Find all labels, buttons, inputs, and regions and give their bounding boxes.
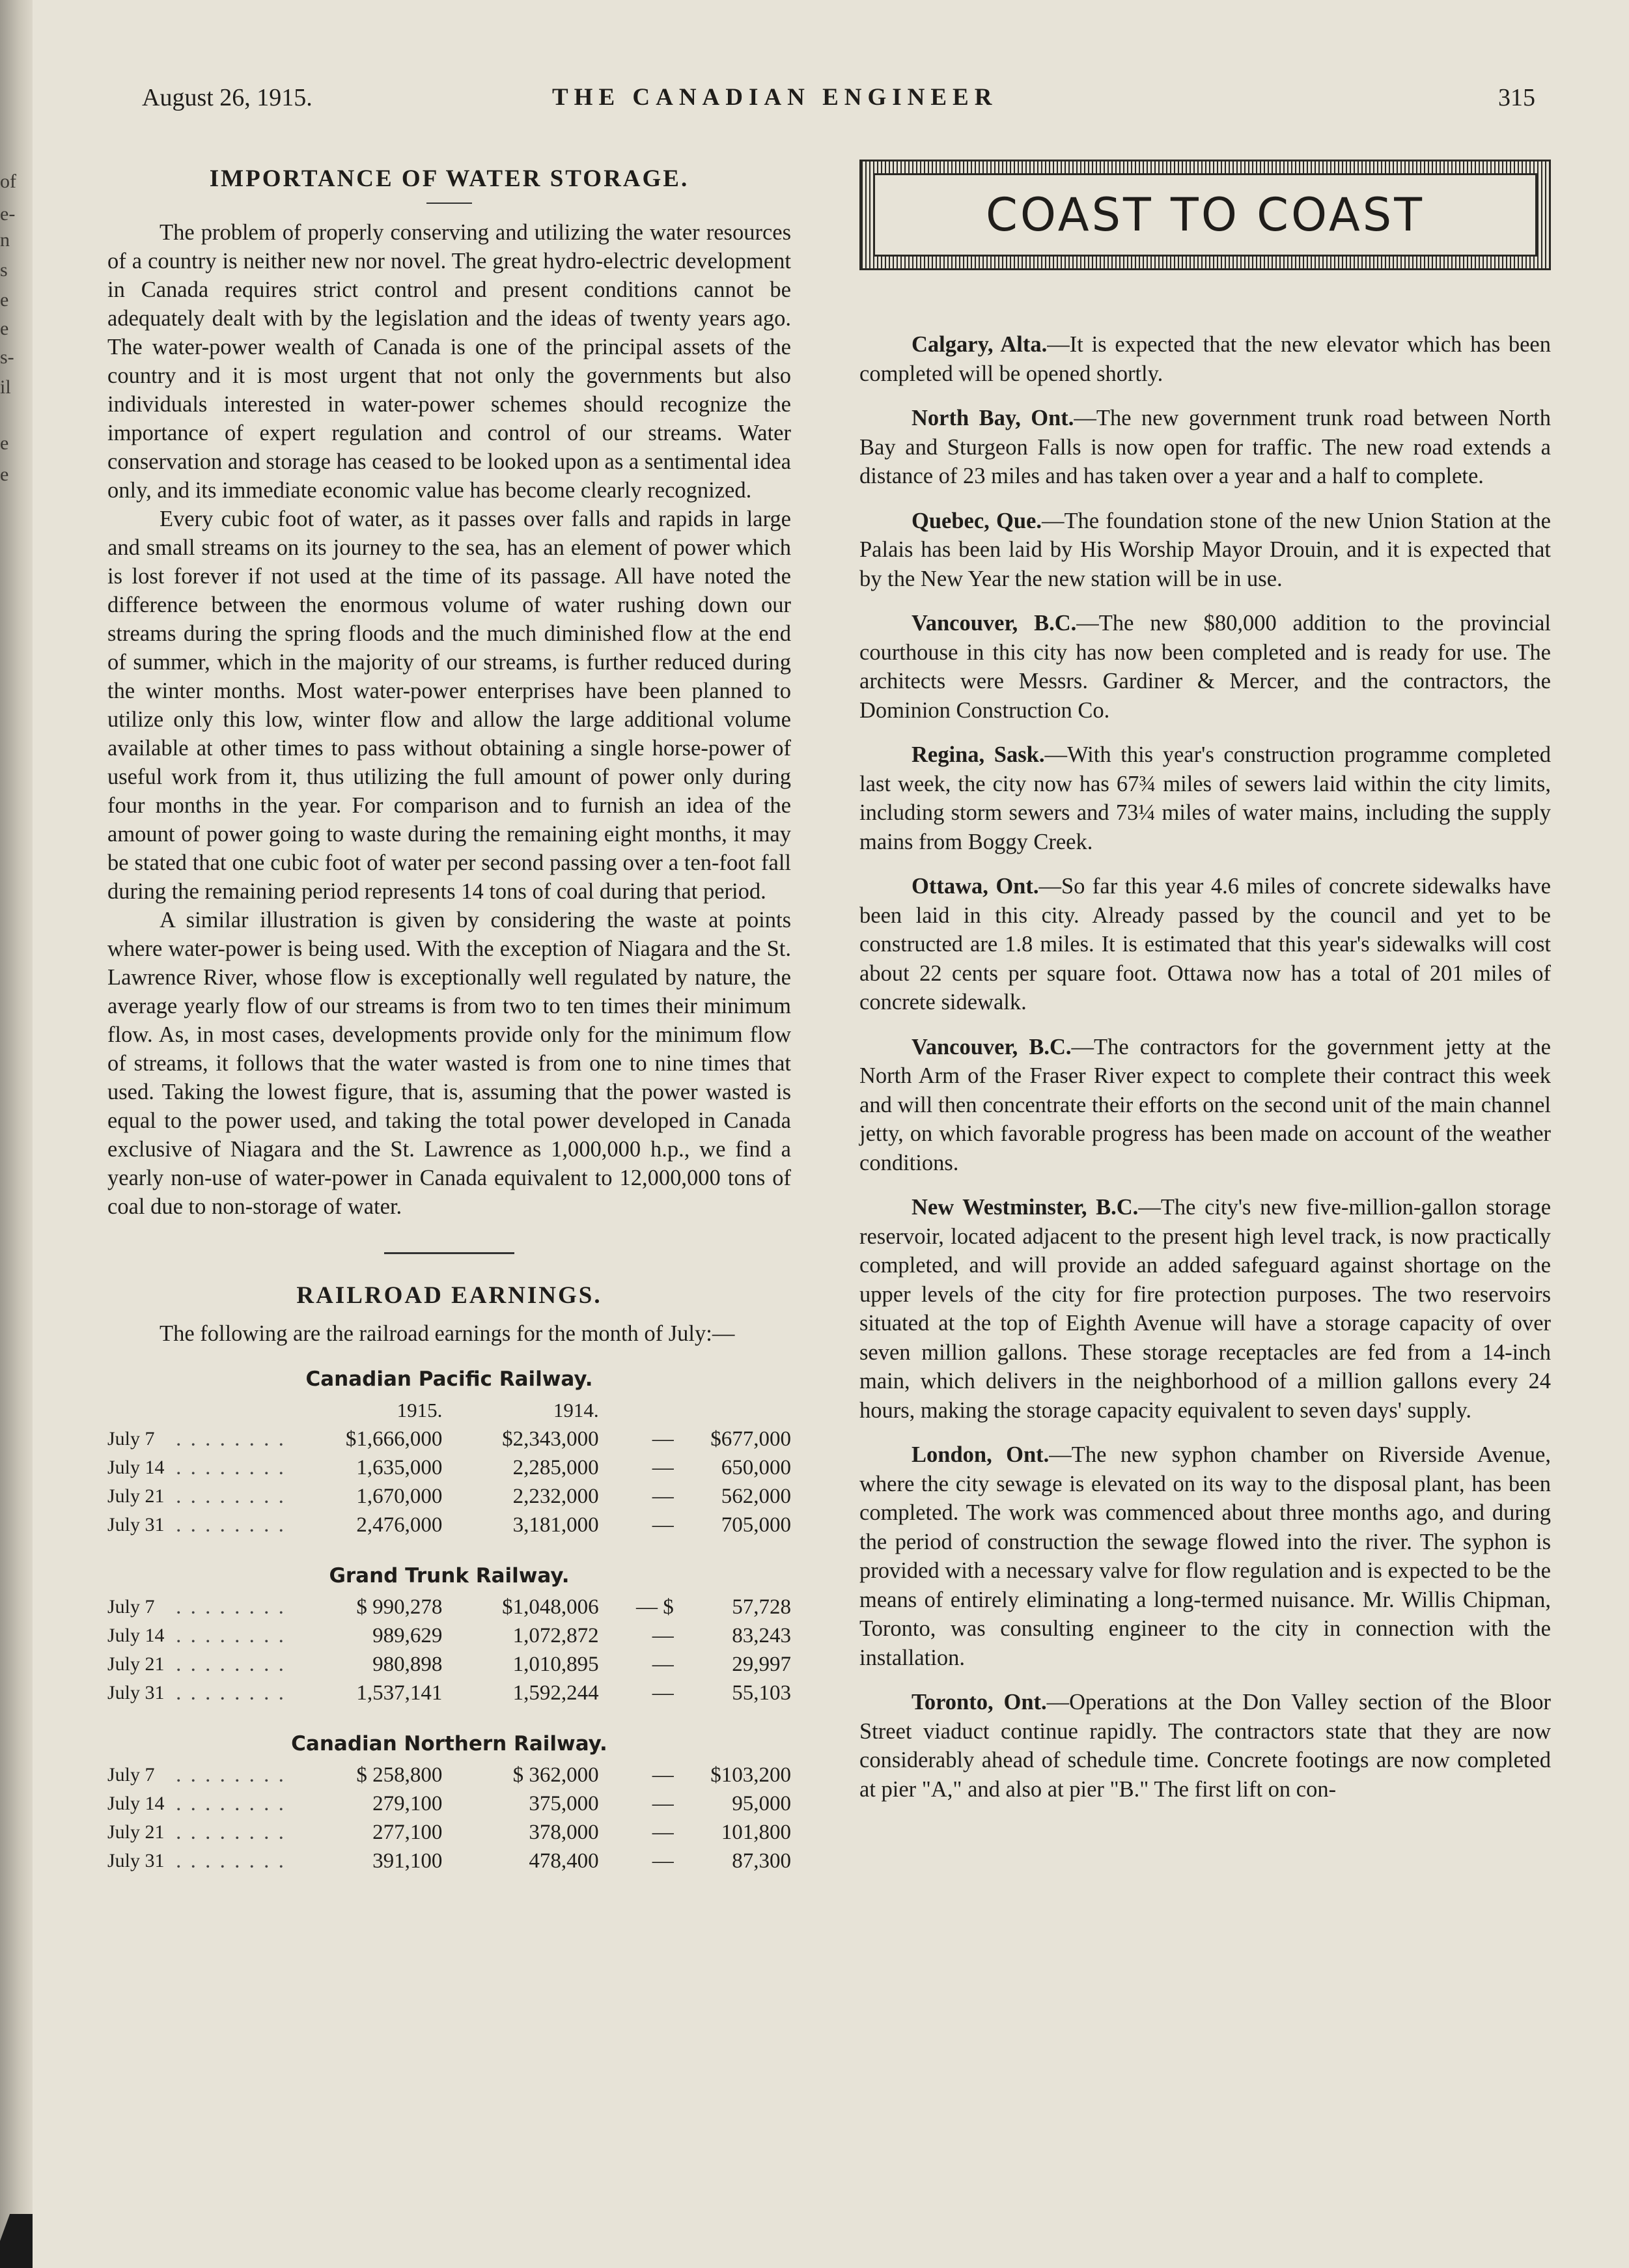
decrease-sign: —: [652, 1513, 674, 1537]
place-name: Toronto, Ont.: [912, 1690, 1047, 1715]
earnings-difference: 562,000: [721, 1485, 791, 1508]
leader-dots: . . . . . . . .: [176, 1681, 286, 1705]
earnings-1915: 1,635,000: [356, 1456, 443, 1479]
table-row: [107, 1621, 791, 1650]
row-date: July 21: [107, 1485, 165, 1507]
earnings-1914: 2,232,000: [512, 1485, 599, 1508]
row-date: July 31: [107, 1850, 165, 1871]
earnings-1915: $ 990,278: [356, 1595, 443, 1619]
margin-fragment: s: [0, 259, 8, 281]
news-item: [859, 872, 1551, 1017]
earnings-1915: 989,629: [372, 1624, 443, 1647]
year-label: 1915.: [397, 1399, 443, 1421]
railway-name: Canadian Northern Railway.: [291, 1732, 607, 1756]
leader-dots: . . . . . . . .: [176, 1821, 286, 1844]
earnings-difference: 55,103: [732, 1681, 791, 1705]
decrease-sign: —: [652, 1456, 674, 1479]
place-name: Vancouver, B.C.: [912, 611, 1077, 636]
place-name: New Westminster, B.C.: [912, 1195, 1139, 1220]
earnings-1914: $ 362,000: [512, 1763, 599, 1787]
issue-date: August 26, 1915.: [142, 84, 313, 111]
earnings-difference: 101,800: [721, 1821, 791, 1844]
row-date: July 21: [107, 1821, 165, 1843]
year-header-row: [107, 1396, 791, 1425]
railroad-title: RAILROAD EARNINGS.: [296, 1282, 602, 1309]
place-name: Ottawa, Ont.: [912, 874, 1039, 899]
news-text: —With this year's construction programme completed last week, the city now has 67¾ miles of sewers laid within the city limits, including storm sewers and 73¼ miles of water mains, including the supply mains from Boggy Creek.: [859, 742, 1551, 854]
earnings-1914: $2,343,000: [502, 1427, 599, 1451]
banner-inner-frame: [873, 173, 1537, 257]
earnings-1914: 3,181,000: [512, 1513, 599, 1537]
earnings-difference: $677,000: [710, 1427, 791, 1451]
leader-dots: . . . . . . . .: [176, 1653, 286, 1676]
decrease-sign: —: [652, 1763, 674, 1787]
decrease-sign: —: [652, 1681, 674, 1705]
leader-dots: . . . . . . . .: [176, 1595, 286, 1619]
earnings-1914: 1,072,872: [512, 1624, 599, 1647]
news-text: —The contractors for the government jetty at the North Arm of the Fraser River expect to complete their contract this week and will then concentrate their efforts on the second unit of the main channel jetty, on which favorable progress has been made on account of the weather conditions.: [859, 1034, 1551, 1175]
earnings-table-cnr: [107, 1761, 791, 1875]
railway-name: Canadian Pacific Railway.: [305, 1367, 593, 1391]
margin-fragment: of: [0, 171, 16, 192]
leader-dots: . . . . . . . .: [176, 1513, 286, 1537]
decrease-sign: —: [652, 1849, 674, 1873]
earnings-1915: 391,100: [372, 1849, 443, 1873]
margin-fragment: e-: [0, 203, 16, 225]
news-text: —The city's new five-million-gallon storage reservoir, located adjacent to the present high level track, is now practically completed, and will provide an added safeguard against shortage on the upper levels of the city for fire protection purposes. The two reservoirs situated at the top of Eighth Avenue will have a storage capacity of over seven million gallons. These storage receptacles are fed from a 14-inch main, which delivers in the neighborhood of a million gallons every 24 hours, making the storage capacity equivalent to seven days' supply.: [859, 1195, 1552, 1423]
row-date: July 7: [107, 1596, 155, 1617]
margin-fragment: s-: [0, 346, 14, 368]
news-item: [859, 404, 1551, 491]
margin-fragment: e: [0, 432, 9, 454]
news-text: —The foundation stone of the new Union Station at the Palais has been laid by His Worship Mayor Drouin, and it is expected that by the New Year the new station will be in use.: [859, 508, 1551, 591]
news-item: [859, 609, 1551, 725]
earnings-1914: 378,000: [529, 1821, 599, 1844]
table-row: [107, 1761, 791, 1789]
earnings-1915: 277,100: [372, 1821, 443, 1844]
news-item: [859, 740, 1551, 856]
article-paragraph: Every cubic foot of water, as it passes over falls and rapids in large and small streams on its journey to the sea, has an element of power which is lost forever if not used at the time of its passage. All have noted the difference between the enormous volume of water rushing down our streams during the spring floods and the much diminished flow at the end of summer, which in the majority of our streams, is further reduced during the winter months. Most water-power enterprises have been planned to utilize only this low, winter flow and allow the large additional volume available at other times to pass without obtaining a single horse-power of useful work from it, thus utilizing the full amount of power only during four months in the year. For comparison and to furnish an idea of the amount of power going to waste during the remaining eight months, it may be stated that one cubic foot of water per second passing over a ten-foot fall during the remaining period represents 14 tons of coal during that period.: [107, 507, 791, 904]
leader-dots: . . . . . . . .: [176, 1792, 286, 1815]
earnings-1915: $ 258,800: [356, 1763, 443, 1787]
table-row: [107, 1482, 791, 1511]
news-text: —The new government trunk road between North Bay and Sturgeon Falls is now open for traffic. The new road extends a distance of 23 miles and has taken over a year and a half to complete.: [859, 406, 1551, 488]
earnings-1915: 279,100: [372, 1792, 443, 1815]
news-text: —The new syphon chamber on Riverside Avenue, where the city sewage is elevated on its way to the disposal plant, has been completed. The work was commenced about three months ago, and during the period of construction the sewage flowed into the river. The syphon is provided with a necessary valve for flow regulation and is expected to be the means of entirely eliminating a long-termed nuisance. Mr. Willis Chipman, Toronto, was consulting engineer to the city in connection with the installation.: [859, 1442, 1551, 1670]
news-item: [859, 1033, 1551, 1178]
table-row: [107, 1789, 791, 1818]
article-paragraph: The problem of properly conserving and utilizing the water resources of a country is neither new nor novel. The great hydro-electric development in Canada requires strict control and present conditions cannot be adequately dealt with by the legislation and the ideas of twenty years ago. The water-power wealth of Canada is one of the principal assets of the country and it is most urgent that not only the governments but also individuals interested in water-power schemes should recognize the importance of expert regulation and control of our streams. Water conservation and storage has ceased to be looked upon as a sentimental idea only, and its immediate economic value has become clearly recognized.: [107, 220, 791, 503]
decrease-sign: —: [652, 1485, 674, 1508]
water-storage-title: IMPORTANCE OF WATER STORAGE.: [209, 165, 689, 192]
decrease-sign: —: [652, 1821, 674, 1844]
row-date: July 21: [107, 1653, 165, 1675]
earnings-table-gtr: [107, 1593, 791, 1707]
decrease-sign: —: [652, 1624, 674, 1647]
book-spine-shadow: [0, 0, 33, 2268]
section-divider: [384, 1252, 514, 1254]
leader-dots: . . . . . . . .: [176, 1624, 286, 1647]
margin-fragment: e: [0, 464, 9, 485]
earnings-difference: $103,200: [710, 1763, 791, 1787]
page-number: 315: [1498, 84, 1535, 111]
place-name: Regina, Sask.: [912, 742, 1045, 767]
news-text: —It is expected that the new elevator which has been completed will be opened shortly.: [859, 332, 1551, 386]
leader-dots: . . . . . . . .: [176, 1849, 286, 1873]
earnings-1914: $1,048,006: [502, 1595, 599, 1619]
leader-dots: . . . . . . . .: [176, 1427, 286, 1451]
earnings-table-cpr: [107, 1396, 791, 1539]
news-item: [859, 330, 1551, 388]
table-row: [107, 1818, 791, 1847]
place-name: London, Ont.: [912, 1442, 1050, 1467]
earnings-difference: 95,000: [732, 1792, 791, 1815]
decrease-sign: —: [652, 1427, 674, 1451]
place-name: Calgary, Alta.: [912, 332, 1048, 357]
decrease-sign: —: [652, 1653, 674, 1676]
place-name: Quebec, Que.: [912, 508, 1042, 533]
table-row: [107, 1847, 791, 1875]
earnings-difference: 57,728: [732, 1595, 791, 1619]
margin-fragment: e: [0, 289, 9, 311]
row-date: July 7: [107, 1428, 155, 1449]
row-date: July 14: [107, 1625, 165, 1646]
news-text: —Operations at the Don Valley section of the Bloor Street viaduct continue rapidly. The contractors state that they are now considerably ahead of schedule time. Concrete footings are now completed at pier "A," and also at pier "B." The first lift on con-: [859, 1690, 1551, 1802]
right-column: [859, 160, 1551, 1819]
earnings-1915: 2,476,000: [356, 1513, 443, 1537]
leader-dots: . . . . . . . .: [176, 1485, 286, 1508]
news-text: —The new $80,000 addition to the provincial courthouse in this city has now been completed and is ready for use. The architects were Messrs. Gardiner & Mercer, and the contractors, the Dominion Construction Co.: [859, 611, 1551, 723]
earnings-difference: 83,243: [732, 1624, 791, 1647]
row-date: July 31: [107, 1514, 165, 1535]
earnings-1914: 2,285,000: [512, 1456, 599, 1479]
railroad-intro: The following are the railroad earnings for the month of July:—: [160, 1321, 735, 1346]
table-row: [107, 1650, 791, 1679]
news-item: [859, 1440, 1551, 1672]
margin-fragment: n: [0, 229, 10, 251]
earnings-difference: 87,300: [732, 1849, 791, 1873]
earnings-difference: 29,997: [732, 1653, 791, 1676]
earnings-1915: 1,537,141: [356, 1681, 443, 1705]
table-row: [107, 1593, 791, 1621]
row-date: July 14: [107, 1793, 165, 1814]
news-item: [859, 1688, 1551, 1804]
year-label: 1914.: [553, 1399, 599, 1421]
news-item: [859, 1193, 1551, 1425]
row-date: July 14: [107, 1457, 165, 1478]
running-header: [142, 83, 1535, 122]
row-date: July 7: [107, 1764, 155, 1785]
earnings-1914: 1,592,244: [512, 1681, 599, 1705]
margin-fragment: il: [0, 376, 11, 398]
margin-fragment: e: [0, 318, 9, 339]
earnings-difference: 705,000: [721, 1513, 791, 1537]
article-paragraph: A similar illustration is given by considering the waste at points where water-power is being used. With the exception of Niagara and the St. Lawrence River, whose flow is exceptionally well regulated by nature, the average yearly flow of our streams is from two to ten times their minimum flow. As, in most cases, developments provide only for the minimum flow of streams, it follows that the water wasted is from one to nine times that used. Taking the lowest figure, that is, assuming that the power wasted is equal to the power used, and taking the total power developed in Canada exclusive of Niagara and the St. Lawrence as 1,000,000 h.p., we find a yearly non-use of water-power in Canada equivalent to 12,000,000 tons of coal due to non-storage of water.: [107, 908, 791, 1219]
journal-title: THE CANADIAN ENGINEER: [552, 84, 998, 111]
place-name: North Bay, Ont.: [912, 406, 1074, 430]
decrease-sign: — $: [636, 1595, 674, 1619]
news-item: [859, 507, 1551, 594]
earnings-1914: 478,400: [529, 1849, 599, 1873]
title-rule: [426, 203, 472, 204]
coast-to-coast-title: COAST TO COAST: [985, 188, 1425, 242]
news-text: —So far this year 4.6 miles of concrete sidewalks have been laid in this city. Already passed by the council and yet to be constructed are 1.8 miles. It is estimated that this year's sidewalks will cost about 22 cents per square foot. Ottawa now has a total of 201 miles of concrete sidewalk.: [859, 874, 1551, 1015]
earnings-1915: $1,666,000: [345, 1427, 443, 1451]
table-row: [107, 1679, 791, 1707]
coast-to-coast-banner: [859, 160, 1551, 270]
leader-dots: . . . . . . . .: [176, 1456, 286, 1479]
left-column: [107, 160, 791, 1897]
earnings-difference: 650,000: [721, 1456, 791, 1479]
decrease-sign: —: [652, 1792, 674, 1815]
table-row: [107, 1425, 791, 1453]
place-name: Vancouver, B.C.: [912, 1034, 1072, 1059]
earnings-1915: 980,898: [372, 1653, 443, 1676]
earnings-1915: 1,670,000: [356, 1485, 443, 1508]
table-row: [107, 1511, 791, 1539]
row-date: July 31: [107, 1682, 165, 1703]
earnings-1914: 1,010,895: [512, 1653, 599, 1676]
railway-name: Grand Trunk Railway.: [329, 1564, 570, 1588]
earnings-1914: 375,000: [529, 1792, 599, 1815]
leader-dots: . . . . . . . .: [176, 1763, 286, 1787]
table-row: [107, 1453, 791, 1482]
